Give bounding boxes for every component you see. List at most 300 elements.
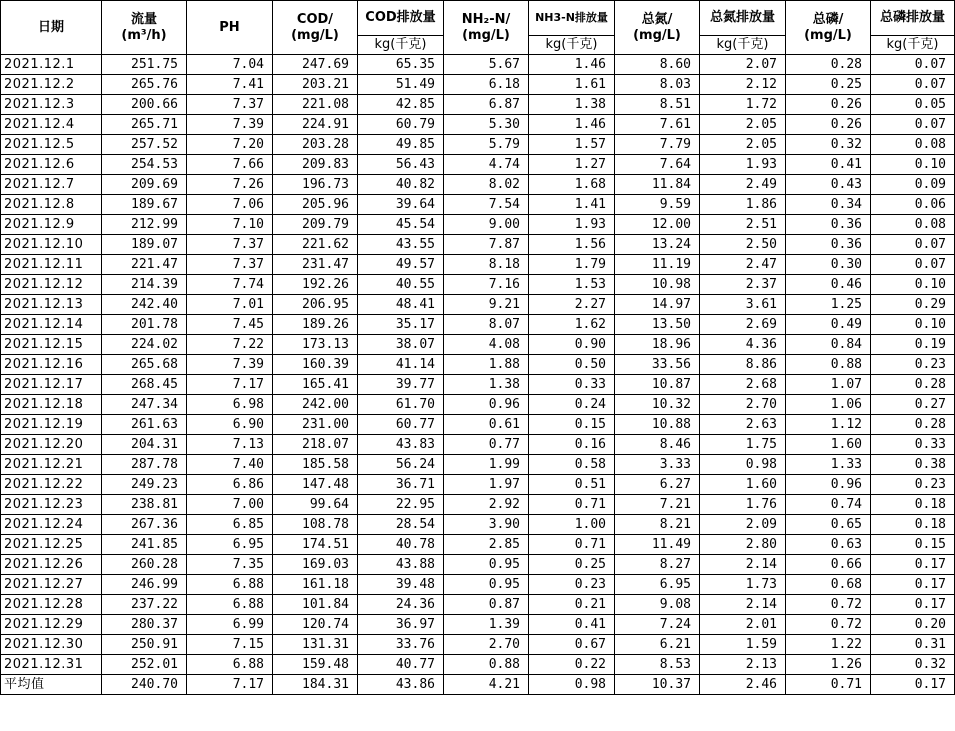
cell-tn-discharge: 1.86 — [700, 195, 786, 215]
cell-tp: 0.28 — [786, 55, 871, 75]
cell-date: 2021.12.22 — [1, 475, 102, 495]
cell-nh3-discharge: 0.23 — [529, 575, 615, 595]
cell-tn-discharge: 4.36 — [700, 335, 786, 355]
cell-cod-discharge: 36.97 — [358, 615, 444, 635]
cell-tp: 0.68 — [786, 575, 871, 595]
cell-cod: 185.58 — [273, 455, 358, 475]
cell-ph: 7.26 — [187, 175, 273, 195]
cell-tp-discharge: 0.06 — [871, 195, 955, 215]
cell-nh: 0.96 — [444, 395, 529, 415]
cell-tn-discharge: 1.59 — [700, 635, 786, 655]
cell-flow: 212.99 — [102, 215, 187, 235]
cell-date: 2021.12.18 — [1, 395, 102, 415]
cell-date: 2021.12.24 — [1, 515, 102, 535]
cell-nh3-discharge: 0.16 — [529, 435, 615, 455]
cell-tn-discharge: 2.46 — [700, 675, 786, 695]
cell-tn-discharge: 2.05 — [700, 115, 786, 135]
cell-ph: 7.22 — [187, 335, 273, 355]
cell-tp-discharge: 0.17 — [871, 575, 955, 595]
cell-tn-discharge: 2.63 — [700, 415, 786, 435]
cell-tn-discharge: 2.13 — [700, 655, 786, 675]
cell-tn-discharge: 1.75 — [700, 435, 786, 455]
cell-flow: 238.81 — [102, 495, 187, 515]
cell-tp-discharge: 0.18 — [871, 495, 955, 515]
cell-date: 2021.12.17 — [1, 375, 102, 395]
cell-nh3-discharge: 0.71 — [529, 535, 615, 555]
cell-ph: 7.74 — [187, 275, 273, 295]
cell-flow: 249.23 — [102, 475, 187, 495]
cell-ph: 7.37 — [187, 255, 273, 275]
cell-cod-discharge: 28.54 — [358, 515, 444, 535]
cell-cod: 147.48 — [273, 475, 358, 495]
cell-tp-discharge: 0.17 — [871, 675, 955, 695]
cell-tp: 1.22 — [786, 635, 871, 655]
cell-date: 2021.12.3 — [1, 95, 102, 115]
cell-tn: 8.60 — [615, 55, 700, 75]
cell-nh: 0.77 — [444, 435, 529, 455]
cell-tn: 11.19 — [615, 255, 700, 275]
cell-tn: 8.27 — [615, 555, 700, 575]
cell-tp-discharge: 0.19 — [871, 335, 955, 355]
cell-cod: 203.28 — [273, 135, 358, 155]
cell-tn-discharge: 1.60 — [700, 475, 786, 495]
cell-tp-discharge: 0.10 — [871, 155, 955, 175]
cell-cod-discharge: 24.36 — [358, 595, 444, 615]
cell-flow: 204.31 — [102, 435, 187, 455]
cell-tp-discharge: 0.05 — [871, 95, 955, 115]
cell-date: 2021.12.15 — [1, 335, 102, 355]
cell-cod: 247.69 — [273, 55, 358, 75]
cell-tp-discharge: 0.08 — [871, 215, 955, 235]
header-cod — [273, 1, 358, 55]
cell-date: 2021.12.14 — [1, 315, 102, 335]
table-row — [1, 395, 955, 415]
cell-tn-discharge: 2.70 — [700, 395, 786, 415]
table-row — [1, 275, 955, 295]
cell-tn-discharge: 2.12 — [700, 75, 786, 95]
header-date: 日期 — [1, 1, 102, 55]
cell-tp: 1.12 — [786, 415, 871, 435]
cell-flow: 224.02 — [102, 335, 187, 355]
cell-date: 2021.12.25 — [1, 535, 102, 555]
cell-tp-discharge: 0.07 — [871, 235, 955, 255]
cell-nh3-discharge: 0.67 — [529, 635, 615, 655]
cell-nh: 2.85 — [444, 535, 529, 555]
cell-nh: 6.87 — [444, 95, 529, 115]
cell-cod: 231.47 — [273, 255, 358, 275]
cell-flow: 267.36 — [102, 515, 187, 535]
table-row — [1, 215, 955, 235]
header-tp-unit: (mg/L) — [804, 27, 852, 43]
table-row — [1, 255, 955, 275]
cell-nh3-discharge: 1.62 — [529, 315, 615, 335]
cell-nh: 5.30 — [444, 115, 529, 135]
cell-tp-discharge: 0.07 — [871, 55, 955, 75]
cell-flow: 261.63 — [102, 415, 187, 435]
cell-ph: 7.17 — [187, 375, 273, 395]
cell-date: 2021.12.8 — [1, 195, 102, 215]
cell-flow: 254.53 — [102, 155, 187, 175]
cell-tn-discharge: 1.76 — [700, 495, 786, 515]
cell-date: 2021.12.5 — [1, 135, 102, 155]
cell-cod: 169.03 — [273, 555, 358, 575]
cell-nh3-discharge: 0.98 — [529, 675, 615, 695]
cell-tp-discharge: 0.32 — [871, 655, 955, 675]
cell-tn: 11.84 — [615, 175, 700, 195]
cell-tn-discharge: 2.09 — [700, 515, 786, 535]
cell-cod: 209.79 — [273, 215, 358, 235]
cell-tn: 3.33 — [615, 455, 700, 475]
cell-flow: 265.76 — [102, 75, 187, 95]
cell-flow: 200.66 — [102, 95, 187, 115]
cell-tn: 11.49 — [615, 535, 700, 555]
cell-nh3-discharge: 0.24 — [529, 395, 615, 415]
cell-tn: 7.61 — [615, 115, 700, 135]
cell-ph: 7.41 — [187, 75, 273, 95]
table-row — [1, 575, 955, 595]
cell-nh: 0.61 — [444, 415, 529, 435]
cell-ph: 7.37 — [187, 235, 273, 255]
cell-nh3-discharge: 0.90 — [529, 335, 615, 355]
cell-nh3-discharge: 0.58 — [529, 455, 615, 475]
cell-nh: 5.67 — [444, 55, 529, 75]
cell-nh3-discharge: 1.93 — [529, 215, 615, 235]
cell-tn: 9.59 — [615, 195, 700, 215]
cell-flow: 189.67 — [102, 195, 187, 215]
cell-ph: 7.17 — [187, 675, 273, 695]
cell-cod-discharge: 61.70 — [358, 395, 444, 415]
cell-cod-discharge: 36.71 — [358, 475, 444, 495]
cell-tp-discharge: 0.10 — [871, 275, 955, 295]
cell-ph: 7.04 — [187, 55, 273, 75]
cell-tp: 1.25 — [786, 295, 871, 315]
cell-tn-discharge: 3.61 — [700, 295, 786, 315]
table-row — [1, 195, 955, 215]
header-cod-discharge-unit: kg(千克) — [358, 36, 444, 55]
cell-nh3-discharge: 1.27 — [529, 155, 615, 175]
cell-flow: 265.71 — [102, 115, 187, 135]
table-row — [1, 355, 955, 375]
cell-tp: 1.26 — [786, 655, 871, 675]
cell-nh: 2.70 — [444, 635, 529, 655]
cell-ph: 7.10 — [187, 215, 273, 235]
cell-date: 2021.12.10 — [1, 235, 102, 255]
cell-tp-discharge: 0.23 — [871, 355, 955, 375]
cell-cod: 224.91 — [273, 115, 358, 135]
cell-tn: 6.27 — [615, 475, 700, 495]
table-row — [1, 375, 955, 395]
cell-tp: 0.25 — [786, 75, 871, 95]
cell-nh3-discharge: 1.00 — [529, 515, 615, 535]
cell-tn-discharge: 1.93 — [700, 155, 786, 175]
cell-date: 2021.12.11 — [1, 255, 102, 275]
cell-tp: 0.66 — [786, 555, 871, 575]
cell-date: 2021.12.28 — [1, 595, 102, 615]
cell-ph: 6.90 — [187, 415, 273, 435]
cell-cod: 218.07 — [273, 435, 358, 455]
cell-flow: 251.75 — [102, 55, 187, 75]
header-flow-label: 流量 — [130, 11, 157, 27]
cell-cod: 160.39 — [273, 355, 358, 375]
cell-tn: 8.46 — [615, 435, 700, 455]
cell-tn: 10.32 — [615, 395, 700, 415]
cell-ph: 7.00 — [187, 495, 273, 515]
cell-cod: 209.83 — [273, 155, 358, 175]
cell-cod-discharge: 40.78 — [358, 535, 444, 555]
table-row — [1, 595, 955, 615]
cell-cod-discharge: 38.07 — [358, 335, 444, 355]
table-row — [1, 235, 955, 255]
cell-tp: 0.49 — [786, 315, 871, 335]
cell-date: 2021.12.4 — [1, 115, 102, 135]
cell-ph: 6.95 — [187, 535, 273, 555]
cell-nh: 8.02 — [444, 175, 529, 195]
cell-date: 平均值 — [1, 675, 102, 695]
cell-tn-discharge: 2.14 — [700, 555, 786, 575]
cell-tn: 12.00 — [615, 215, 700, 235]
cell-cod-discharge: 60.79 — [358, 115, 444, 135]
cell-flow: 201.78 — [102, 315, 187, 335]
table-row — [1, 515, 955, 535]
cell-cod: 101.84 — [273, 595, 358, 615]
cell-nh: 9.00 — [444, 215, 529, 235]
cell-cod: 161.18 — [273, 575, 358, 595]
cell-tp: 0.43 — [786, 175, 871, 195]
average-row — [1, 675, 955, 695]
cell-tn: 33.56 — [615, 355, 700, 375]
cell-nh3-discharge: 1.53 — [529, 275, 615, 295]
table-row — [1, 155, 955, 175]
cell-cod-discharge: 40.55 — [358, 275, 444, 295]
cell-tp: 0.74 — [786, 495, 871, 515]
cell-nh3-discharge: 1.56 — [529, 235, 615, 255]
cell-tn-discharge: 2.37 — [700, 275, 786, 295]
cell-flow: 240.70 — [102, 675, 187, 695]
cell-tn: 8.21 — [615, 515, 700, 535]
cell-cod-discharge: 48.41 — [358, 295, 444, 315]
cell-nh3-discharge: 1.61 — [529, 75, 615, 95]
cell-date: 2021.12.7 — [1, 175, 102, 195]
cell-tp-discharge: 0.17 — [871, 595, 955, 615]
table-row — [1, 335, 955, 355]
cell-tp: 0.65 — [786, 515, 871, 535]
cell-tp: 0.36 — [786, 215, 871, 235]
cell-tp-discharge: 0.09 — [871, 175, 955, 195]
cell-cod: 242.00 — [273, 395, 358, 415]
cell-flow: 241.85 — [102, 535, 187, 555]
cell-cod-discharge: 60.77 — [358, 415, 444, 435]
header-cod-label: COD/ — [296, 11, 334, 27]
cell-nh: 0.88 — [444, 655, 529, 675]
cell-nh: 5.79 — [444, 135, 529, 155]
cell-tp: 0.96 — [786, 475, 871, 495]
cell-cod: 108.78 — [273, 515, 358, 535]
cell-cod: 184.31 — [273, 675, 358, 695]
cell-cod: 189.26 — [273, 315, 358, 335]
cell-tp: 0.71 — [786, 675, 871, 695]
header-tp-label: 总磷/ — [812, 11, 844, 27]
cell-tn: 18.96 — [615, 335, 700, 355]
cell-ph: 7.37 — [187, 95, 273, 115]
cell-nh: 4.08 — [444, 335, 529, 355]
cell-nh3-discharge: 1.57 — [529, 135, 615, 155]
cell-tn-discharge: 2.69 — [700, 315, 786, 335]
cell-tn-discharge: 2.01 — [700, 615, 786, 635]
header-nh3-discharge: NH3-N排放量 — [529, 1, 615, 36]
cell-cod-discharge: 33.76 — [358, 635, 444, 655]
header-cod-discharge: COD排放量 — [358, 1, 444, 36]
cell-nh: 7.87 — [444, 235, 529, 255]
cell-tn-discharge: 2.07 — [700, 55, 786, 75]
cell-cod-discharge: 56.24 — [358, 455, 444, 475]
cell-nh3-discharge: 1.46 — [529, 55, 615, 75]
header-tn-unit: (mg/L) — [633, 27, 681, 43]
cell-tn: 8.51 — [615, 95, 700, 115]
cell-cod: 203.21 — [273, 75, 358, 95]
cell-nh: 0.87 — [444, 595, 529, 615]
cell-flow: 287.78 — [102, 455, 187, 475]
cell-flow: 260.28 — [102, 555, 187, 575]
cell-date: 2021.12.27 — [1, 575, 102, 595]
cell-cod: 231.00 — [273, 415, 358, 435]
cell-date: 2021.12.31 — [1, 655, 102, 675]
cell-ph: 6.98 — [187, 395, 273, 415]
cell-cod-discharge: 43.83 — [358, 435, 444, 455]
cell-cod-discharge: 49.85 — [358, 135, 444, 155]
table-row — [1, 435, 955, 455]
cell-cod-discharge: 51.49 — [358, 75, 444, 95]
table-row — [1, 75, 955, 95]
table-row — [1, 635, 955, 655]
cell-nh: 1.38 — [444, 375, 529, 395]
header-flow — [102, 1, 187, 55]
cell-flow: 189.07 — [102, 235, 187, 255]
header-tn — [615, 1, 700, 55]
cell-tp-discharge: 0.38 — [871, 455, 955, 475]
cell-ph: 7.40 — [187, 455, 273, 475]
cell-flow: 268.45 — [102, 375, 187, 395]
header-tn-discharge: 总氮排放量 — [700, 1, 786, 36]
cell-date: 2021.12.30 — [1, 635, 102, 655]
cell-tp: 1.06 — [786, 395, 871, 415]
cell-date: 2021.12.1 — [1, 55, 102, 75]
cell-nh3-discharge: 0.51 — [529, 475, 615, 495]
cell-cod: 173.13 — [273, 335, 358, 355]
cell-tp: 0.72 — [786, 595, 871, 615]
table-row — [1, 295, 955, 315]
cell-tp-discharge: 0.33 — [871, 435, 955, 455]
header-nh-unit: (mg/L) — [462, 27, 510, 43]
cell-tp: 0.34 — [786, 195, 871, 215]
cell-nh: 1.39 — [444, 615, 529, 635]
cell-tp: 0.36 — [786, 235, 871, 255]
cell-tp: 0.72 — [786, 615, 871, 635]
cell-tn: 10.37 — [615, 675, 700, 695]
cell-tn: 7.79 — [615, 135, 700, 155]
cell-ph: 6.85 — [187, 515, 273, 535]
cell-nh3-discharge: 0.15 — [529, 415, 615, 435]
cell-tn: 7.24 — [615, 615, 700, 635]
cell-nh3-discharge: 1.46 — [529, 115, 615, 135]
cell-tp-discharge: 0.23 — [871, 475, 955, 495]
table-body — [1, 55, 955, 695]
header-nh-label: NH₂-N/ — [461, 11, 511, 27]
table-row — [1, 455, 955, 475]
cell-tp-discharge: 0.28 — [871, 375, 955, 395]
cell-flow: 257.52 — [102, 135, 187, 155]
cell-ph: 7.66 — [187, 155, 273, 175]
cell-cod-discharge: 39.48 — [358, 575, 444, 595]
cell-nh: 0.95 — [444, 555, 529, 575]
cell-flow: 265.68 — [102, 355, 187, 375]
cell-nh3-discharge: 0.71 — [529, 495, 615, 515]
cell-cod-discharge: 65.35 — [358, 55, 444, 75]
cell-tn: 8.03 — [615, 75, 700, 95]
cell-tp: 0.46 — [786, 275, 871, 295]
cell-date: 2021.12.13 — [1, 295, 102, 315]
cell-cod-discharge: 45.54 — [358, 215, 444, 235]
cell-flow: 237.22 — [102, 595, 187, 615]
cell-cod-discharge: 39.77 — [358, 375, 444, 395]
cell-tn: 13.50 — [615, 315, 700, 335]
header-tp — [786, 1, 871, 55]
cell-tn-discharge: 2.68 — [700, 375, 786, 395]
cell-nh: 1.99 — [444, 455, 529, 475]
cell-date: 2021.12.2 — [1, 75, 102, 95]
header-nh — [444, 1, 529, 55]
table-row — [1, 655, 955, 675]
cell-tp-discharge: 0.20 — [871, 615, 955, 635]
cell-date: 2021.12.20 — [1, 435, 102, 455]
cell-cod-discharge: 39.64 — [358, 195, 444, 215]
cell-nh3-discharge: 0.21 — [529, 595, 615, 615]
cell-date: 2021.12.26 — [1, 555, 102, 575]
cell-date: 2021.12.19 — [1, 415, 102, 435]
header-nh3-discharge-unit: kg(千克) — [529, 36, 615, 55]
cell-tp-discharge: 0.18 — [871, 515, 955, 535]
cell-cod: 131.31 — [273, 635, 358, 655]
cell-cod: 165.41 — [273, 375, 358, 395]
table-row — [1, 415, 955, 435]
header-tn-discharge-unit: kg(千克) — [700, 36, 786, 55]
cell-ph: 7.39 — [187, 355, 273, 375]
cell-ph: 6.88 — [187, 655, 273, 675]
cell-flow: 246.99 — [102, 575, 187, 595]
header-cod-unit: (mg/L) — [291, 27, 339, 43]
cell-nh3-discharge: 0.50 — [529, 355, 615, 375]
cell-cod-discharge: 22.95 — [358, 495, 444, 515]
cell-date: 2021.12.23 — [1, 495, 102, 515]
cell-date: 2021.12.21 — [1, 455, 102, 475]
cell-flow: 209.69 — [102, 175, 187, 195]
cell-cod-discharge: 42.85 — [358, 95, 444, 115]
table-row — [1, 535, 955, 555]
cell-cod-discharge: 43.55 — [358, 235, 444, 255]
cell-tn-discharge: 2.80 — [700, 535, 786, 555]
cell-nh: 4.21 — [444, 675, 529, 695]
cell-tp-discharge: 0.28 — [871, 415, 955, 435]
cell-tp: 1.33 — [786, 455, 871, 475]
table-row — [1, 495, 955, 515]
cell-tn: 10.98 — [615, 275, 700, 295]
cell-tp: 0.41 — [786, 155, 871, 175]
cell-tp: 0.84 — [786, 335, 871, 355]
cell-ph: 6.88 — [187, 595, 273, 615]
cell-tp-discharge: 0.10 — [871, 315, 955, 335]
cell-tp: 0.26 — [786, 115, 871, 135]
table-row — [1, 615, 955, 635]
table-header — [1, 1, 955, 55]
